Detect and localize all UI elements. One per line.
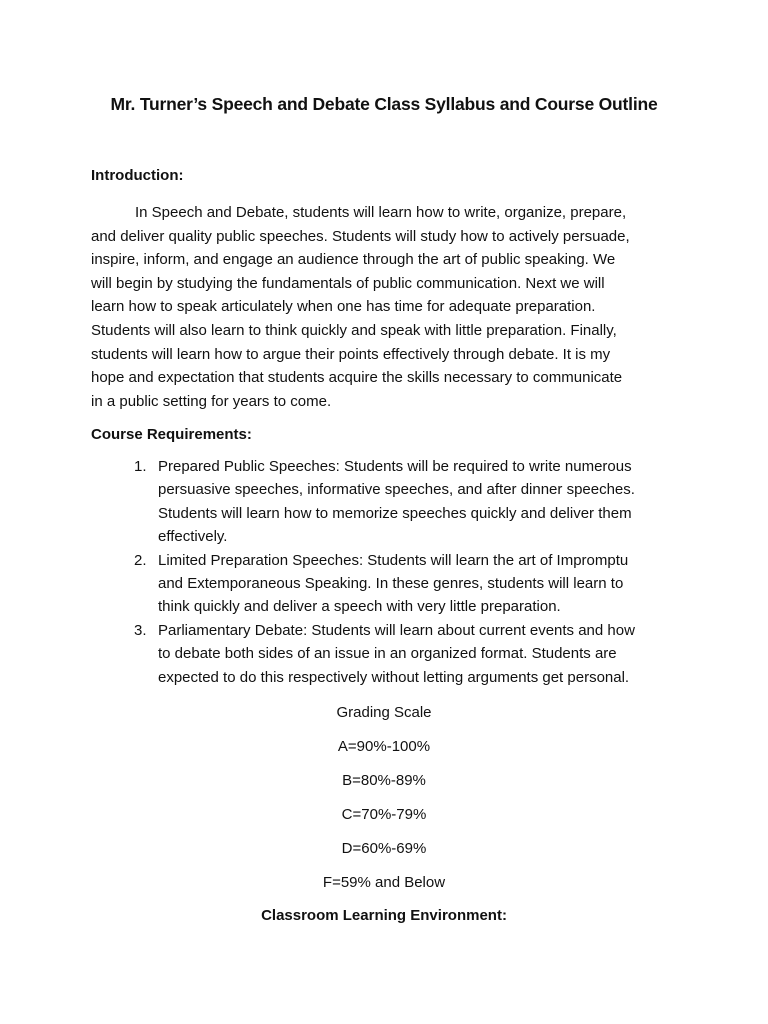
requirement-line: persuasive speeches, informative speeches, and after dinner speeches. [158, 481, 635, 499]
grade-f-range: F=59% and Below [322, 874, 446, 891]
introduction-line: In Speech and Debate, students will learn how to write, organize, prepare, [135, 204, 627, 221]
introduction-paragraph [91, 201, 681, 413]
introduction-line: hope and expectation that students acquire the skills necessary to communicate [91, 369, 623, 387]
introduction-line: Students will also learn to think quickly and speak with little preparation. Finally, [91, 321, 617, 339]
requirement-line: effectively. [158, 528, 228, 546]
grading-scale-label: Grading Scale [336, 704, 432, 721]
requirement-number: 2. [134, 551, 147, 569]
grade-c-range: C=70%-79% [341, 806, 427, 823]
introduction-heading: Introduction: [91, 167, 184, 184]
requirement-line: expected to do this respectively without letting arguments get personal. [158, 668, 630, 686]
requirement-line: Limited Preparation Speeches: Students will learn the art of Impromptu [158, 551, 629, 569]
introduction-line: inspire, inform, and engage an audience through the art of public speaking. We [91, 251, 616, 269]
course-requirements-heading: Course Requirements: [91, 426, 252, 443]
requirement-number: 1. [134, 458, 147, 475]
grade-b-range: B=80%-89% [342, 772, 426, 789]
grade-d-range: D=60%-69% [341, 840, 427, 857]
requirement-line: Students will learn how to memorize speeches quickly and deliver them [158, 504, 632, 522]
requirement-line: to debate both sides of an issue in an organized format. Students are [158, 645, 617, 663]
introduction-line: students will learn how to argue their points effectively through debate. It is my [91, 345, 611, 363]
requirement-item [0, 455, 768, 549]
requirement-item [0, 549, 768, 619]
introduction-line: will begin by studying the fundamentals of public communication. Next we will [91, 274, 605, 292]
requirement-line: Parliamentary Debate: Students will learn about current events and how [158, 621, 635, 639]
introduction-line: and deliver quality public speeches. Students will study how to actively persuade, [91, 227, 630, 245]
course-requirements-list [0, 455, 768, 689]
grade-a-range: A=90%-100% [337, 738, 431, 755]
document-title: Mr. Turner’s Speech and Debate Class Syllabus and Course Outline [110, 94, 658, 114]
requirement-line: Prepared Public Speeches: Students will be required to write numerous [158, 458, 632, 475]
requirement-item [0, 619, 768, 689]
introduction-line: learn how to speak articulately when one has time for adequate preparation. [91, 298, 596, 316]
requirement-line: and Extemporaneous Speaking. In these genres, students will learn to [158, 575, 624, 593]
requirement-number: 3. [134, 621, 147, 639]
requirement-line: think quickly and deliver a speech with very little preparation. [158, 598, 561, 616]
classroom-environment-heading: Classroom Learning Environment: [261, 907, 507, 924]
introduction-line: in a public setting for years to come. [91, 392, 332, 410]
